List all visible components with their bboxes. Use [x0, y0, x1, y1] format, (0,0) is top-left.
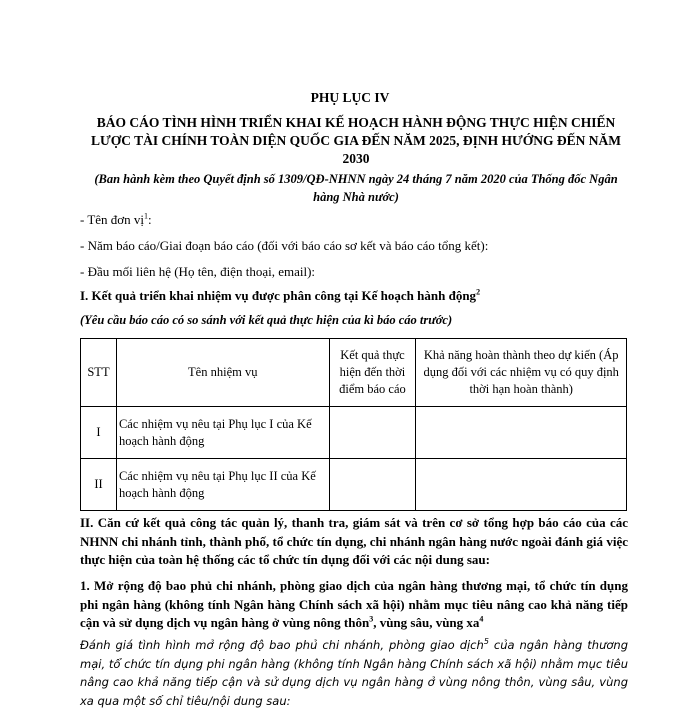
footnote-ref: 2 [476, 287, 481, 297]
item1-title [80, 577, 628, 633]
section1-title-text: I. Kết quả triển khai nhiệm vụ được phân công tại Kế hoạch hành động [80, 288, 477, 303]
field-unit [80, 212, 152, 228]
appendix-title: PHỤ LỤC IV [310, 90, 390, 105]
row-result [329, 407, 416, 459]
item1-text: 1. Mở rộng độ bao phủ chi nhánh, phòng giao dịch của ngân hàng thương mại, tổ chức tín dụng phi ngân hàng (không tính Ngân hàng Chính sách xã hội) nhằm mục tiêu nâng cao khả năng tiếp cận và sử dụng dịch vụ ngân hàng ở vùng nông thôn [80, 578, 628, 630]
row-stt: II [81, 459, 117, 511]
issued-note: (Ban hành kèm theo Quyết định số 1309/QĐ-NHNN ngày 24 tháng 7 năm 2020 của Thống đốc Ngân hàng Nhà nước) [94, 172, 618, 204]
row-result [329, 459, 416, 511]
main-title: BÁO CÁO TÌNH HÌNH TRIỂN KHAI KẾ HOẠCH HÀNH ĐỘNG THỰC HIỆN CHIẾN LƯỢC TÀI CHÍNH TOÀN DIỆN QUỐC GIA ĐẾN NĂM 2025, ĐỊNH HƯỚNG ĐẾN NĂM 2030 [90, 115, 622, 166]
section2-text: II. Căn cứ kết quả công tác quản lý, thanh tra, giám sát và trên cơ sở tổng hợp báo cáo của các NHNN chi nhánh tỉnh, thành phố, tổ chức tín dụng, chi nhánh ngân hàng nước ngoài đánh giá việc thực hiện của toàn hệ thống các tổ chức tín dụng đối với các nội dung sau: [80, 515, 628, 567]
task-table [80, 338, 627, 511]
item1-eval-b: của ngân hàng thương mại, tổ chức tín dụng phi ngân hàng (không tính Ngân hàng Chính sách xã hội) nhằm mục tiêu nâng cao khả năng tiếp cận và sử dụng dịch vụ ngân hàng ở vùng nông thôn, vùng sâu, vùng xa qua một số chỉ tiêu/nội dung sau: [80, 638, 629, 708]
row-stt: I [81, 407, 117, 459]
header-ability: Khả năng hoàn thành theo dự kiến (Áp dụng đối với các nhiệm vụ có quy định thời hạn hoàn thành) [416, 339, 627, 407]
field-unit-label: - Tên đơn vị [80, 212, 145, 227]
item1-evaluation [80, 636, 628, 710]
item1-eval-a: Đánh giá tình hình mở rộng độ bao phủ chi nhánh, phòng giao dịch [80, 638, 484, 652]
row-task: Các nhiệm vụ nêu tại Phụ lục I của Kế hoạch hành động [116, 407, 329, 459]
item1-text-end: , vùng sâu, vùng xa [373, 615, 480, 630]
section1-note: (Yêu cầu báo cáo có so sánh với kết quả thực hiện của kì báo cáo trước) [80, 313, 453, 327]
row-ability [416, 407, 627, 459]
table-row [81, 459, 627, 511]
header-stt: STT [81, 339, 117, 407]
footnote-ref: 5 [483, 637, 489, 647]
footnote-ref: 3 [369, 614, 374, 624]
table-row [81, 407, 627, 459]
field-unit-colon: : [148, 212, 152, 227]
footnote-ref: 1 [144, 211, 149, 221]
header-task: Tên nhiệm vụ [116, 339, 329, 407]
footnote-ref: 4 [479, 614, 484, 624]
table-header-row [81, 339, 627, 407]
field-year: - Năm báo cáo/Giai đoạn báo cáo (đối với báo cáo sơ kết và báo cáo tổng kết): [80, 238, 489, 253]
row-task: Các nhiệm vụ nêu tại Phụ lục II của Kế hoạch hành động [116, 459, 329, 511]
row-ability [416, 459, 627, 511]
section1-title [80, 288, 480, 304]
field-contact: - Đầu mối liên hệ (Họ tên, điện thoại, email): [80, 264, 316, 279]
header-result: Kết quả thực hiện đến thời điểm báo cáo [329, 339, 416, 407]
